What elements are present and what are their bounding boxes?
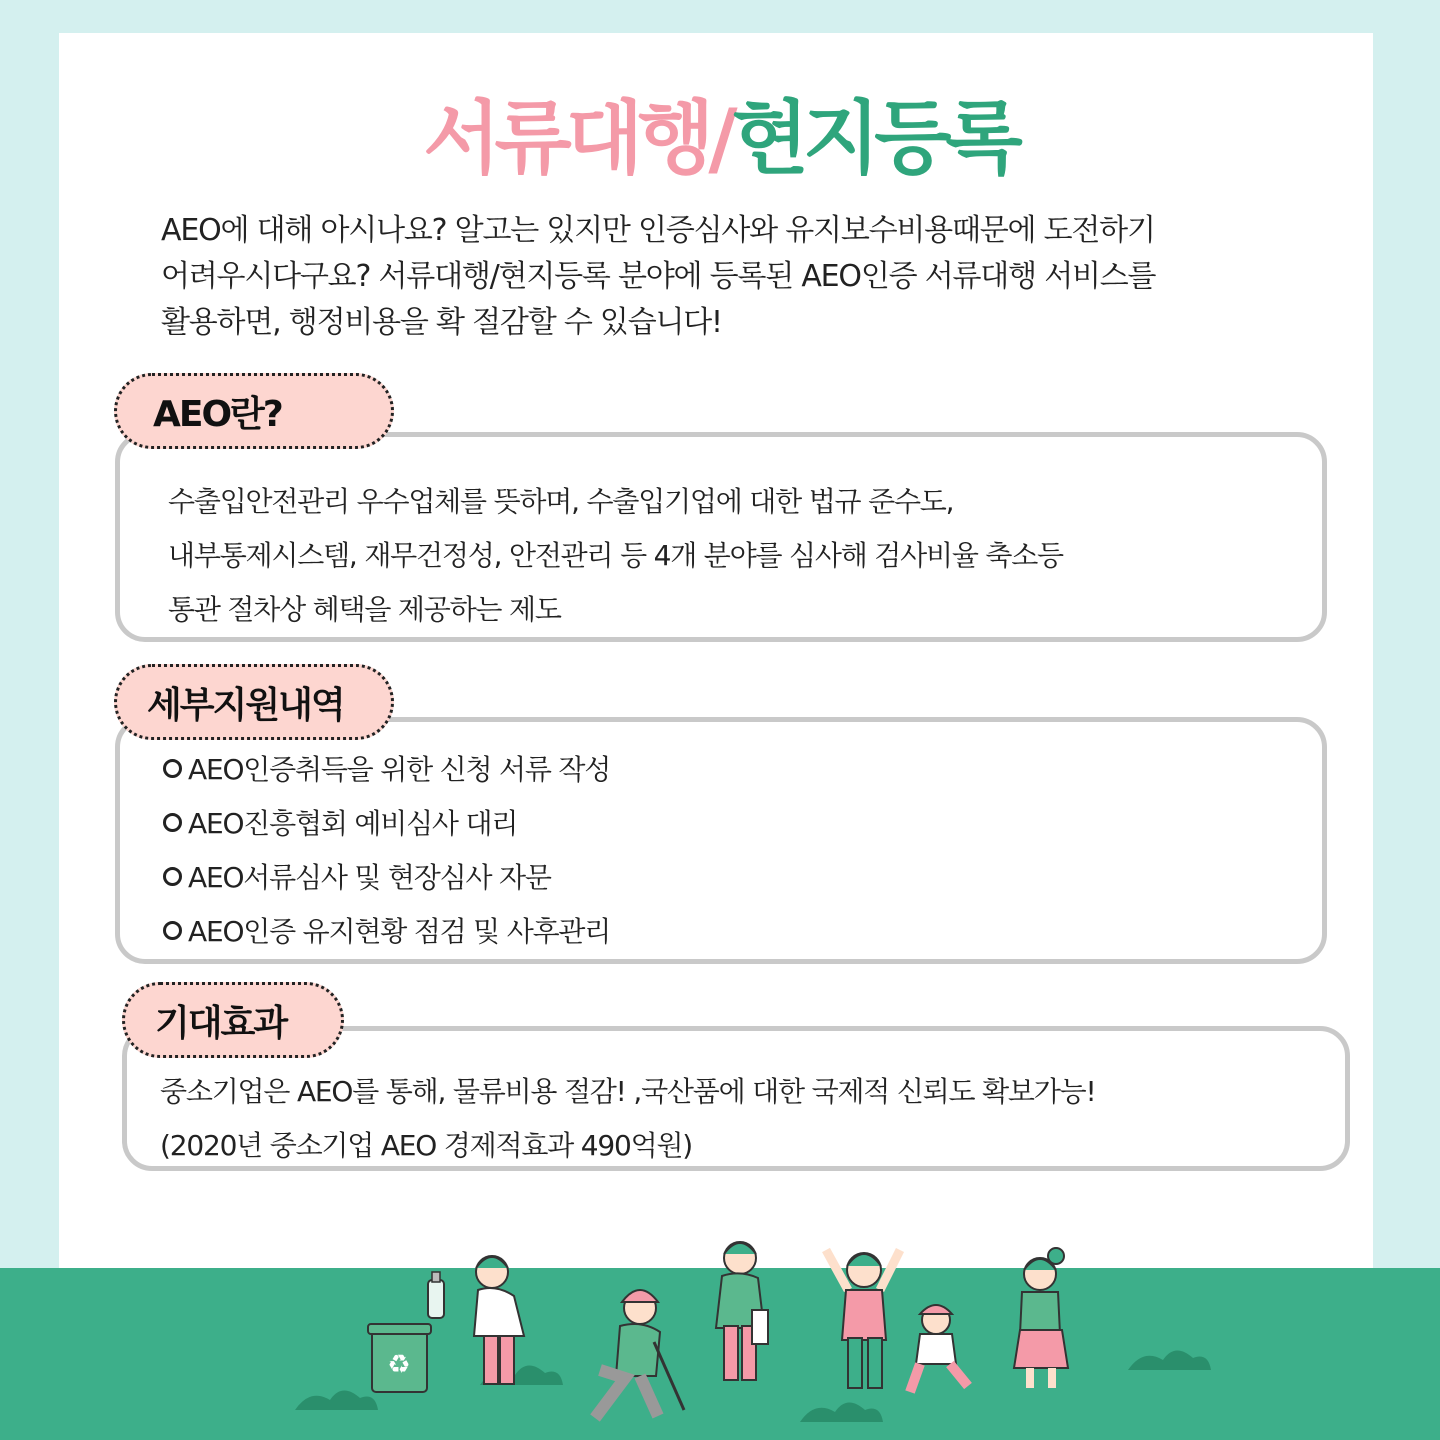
people-cleanup-illustration [0,1230,1440,1440]
person-icon [1014,1248,1068,1388]
recycle-bin-icon [368,1324,431,1392]
bullet-circle-icon [163,813,182,832]
bullet-circle-icon [163,867,182,886]
expected-effect-line: 중소기업은 AEO를 통해, 물류비용 절감! ,국산품에 대한 국제적 신뢰도 확보가능! [160,1075,1096,1108]
intro-line: 어려우시다구요? 서류대행/현지등록 분야에 등록된 AEO인증 서류대행 서비스를 [161,259,1156,294]
person-icon [826,1250,900,1388]
person-icon [595,1290,684,1418]
support-item-text: AEO진흥협회 예비심사 대리 [188,807,518,840]
intro-line: 활용하면, 행정비용을 확 절감할 수 있습니다! [161,305,722,340]
person-icon [716,1242,768,1380]
support-item [163,802,517,842]
intro-paragraph [161,208,1301,346]
support-item-text: AEO인증 유지현황 점검 및 사후관리 [188,915,611,948]
support-item [163,856,551,896]
support-details-label: 세부지원내역 [114,664,394,740]
bullet-circle-icon [163,921,182,940]
support-item-text: AEO서류심사 및 현장심사 자문 [188,861,551,894]
support-item [163,910,610,950]
bottle-icon [428,1272,444,1318]
aeo-definition-line: 통관 절차상 혜택을 제공하는 제도 [168,593,561,626]
support-item-text: AEO인증취득을 위한 신청 서류 작성 [188,753,611,786]
expected-effect-label: 기대효과 [122,982,344,1058]
aeo-definition-line: 내부통제시스템, 재무건정성, 안전관리 등 4개 분야를 심사해 검사비율 축소등 [168,539,1063,572]
title-part-2: 현지등록 [731,92,1017,185]
child-icon [910,1305,968,1392]
page-title [0,74,1440,189]
bullet-circle-icon [163,759,182,778]
expected-effect-line: (2020년 중소기업 AEO 경제적효과 490억원) [160,1129,693,1162]
support-item [163,748,610,788]
aeo-definition-label: AEO란? [114,373,394,449]
title-part-1: 서류대행/ [423,92,732,185]
aeo-definition-line: 수출입안전관리 우수업체를 뜻하며, 수출입기업에 대한 법규 준수도, [168,485,954,518]
svg-text:♻: ♻ [387,1350,411,1380]
intro-line: AEO에 대해 아시나요? 알고는 있지만 인증심사와 유지보수비용때문에 도전하기 [161,213,1155,248]
person-icon [474,1256,524,1384]
